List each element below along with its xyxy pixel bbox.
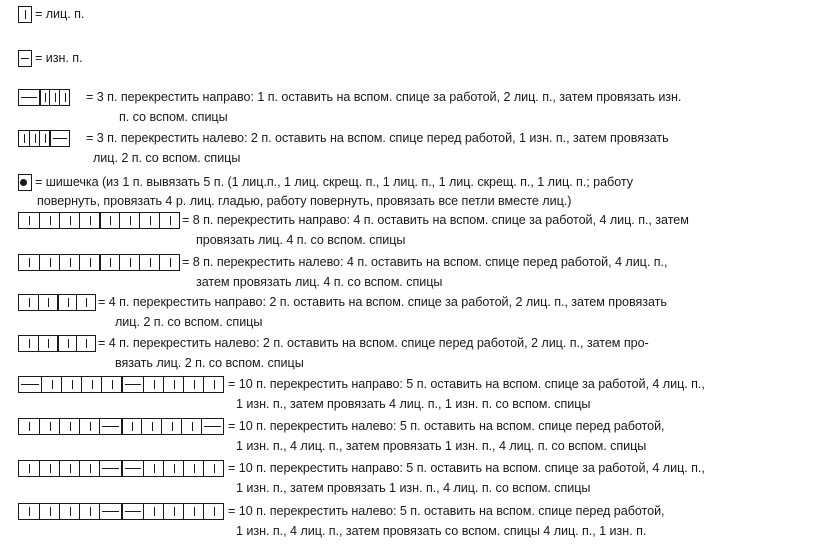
legend-text-cont: лиц. 2 п. со вспом. спицы (115, 315, 263, 329)
cross-10-right-a-symbol (18, 376, 224, 393)
cross-3-left-symbol (18, 130, 70, 147)
legend-text-cont: провязать лиц. 4 п. со вспом. спицы (196, 233, 406, 247)
legend-text-cont: 1 изн. п., 4 лиц. п., затем провязать 1 изн. п., 4 лиц. п. со вспом. спицы (236, 439, 647, 453)
legend-text: = 8 п. перекрестить направо: 4 п. оставить на вспом. спице за работой, 4 лиц. п., затем (182, 213, 689, 227)
cross-10-left-b-symbol (18, 503, 224, 520)
legend-text: = 10 п. перекрестить налево: 5 п. оставить на вспом. спице перед работой, (228, 504, 665, 518)
cross-10-left-a-symbol (18, 418, 224, 435)
legend-text: = 10 п. перекрестить направо: 5 п. оставить на вспом. спице за работой, 4 лиц. п., (228, 461, 705, 475)
cross-4-right-symbol (18, 294, 96, 311)
legend-text: = 3 п. перекрестить налево: 2 п. оставить на вспом. спице перед работой, 1 изн. п., затем провязать (86, 131, 669, 145)
legend-text: = изн. п. (35, 51, 83, 65)
legend-text-cont: лиц. 2 п. со вспом. спицы (93, 151, 241, 165)
legend-text: = 4 п. перекрестить налево: 2 п. оставить на вспом. спице перед работой, 2 лиц. п., затем про- (98, 336, 649, 350)
legend-text-cont: 1 изн. п., затем провязать 4 лиц. п., 1 изн. п. со вспом. спицы (236, 397, 591, 411)
legend-text: = шишечка (из 1 п. вывязать 5 п. (1 лиц.п., 1 лиц. скрещ. п., 1 лиц. п., 1 лиц. скрещ. п., 1 лиц. п.; работу (35, 175, 633, 189)
purl-stitch-symbol (18, 50, 32, 67)
cross-8-left-symbol (18, 254, 180, 271)
legend-text-cont: 1 изн. п., 4 лиц. п., затем провязать со вспом. спицы 4 лиц. п., 1 изн. п. (236, 524, 647, 538)
legend-text-cont: 1 изн. п., затем провязать 1 изн. п., 4 лиц. п. со вспом. спицы (236, 481, 591, 495)
legend-text: = 10 п. перекрестить налево: 5 п. оставить на вспом. спице перед работой, (228, 419, 665, 433)
legend-text: = 10 п. перекрестить направо: 5 п. оставить на вспом. спице за работой, 4 лиц. п., (228, 377, 705, 391)
cross-4-left-symbol (18, 335, 96, 352)
cross-8-right-symbol (18, 212, 180, 229)
legend-text: = 8 п. перекрестить налево: 4 п. оставить на вспом. спице перед работой, 4 лиц. п., (182, 255, 668, 269)
cross-10-right-b-symbol (18, 460, 224, 477)
legend-text: = 3 п. перекрестить направо: 1 п. оставить на вспом. спице за работой, 2 лиц. п., затем провязать изн. (86, 90, 682, 104)
cross-3-right-symbol (18, 89, 70, 106)
legend-text-cont: повернуть, провязать 4 р. лиц. гладью, работу повернуть, провязать все петли вместе лиц.) (37, 194, 572, 208)
knit-stitch-symbol (18, 6, 32, 23)
legend-text: = 4 п. перекрестить направо: 2 п. оставить на вспом. спице за работой, 2 лиц. п., затем провязать (98, 295, 667, 309)
legend-text: = лиц. п. (35, 7, 85, 21)
bobble-symbol (18, 174, 32, 191)
legend-text-cont: вязать лиц. 2 п. со вспом. спицы (115, 356, 304, 370)
legend-text-cont: п. со вспом. спицы (119, 110, 228, 124)
legend-text-cont: затем провязать лиц. 4 п. со вспом. спицы (196, 275, 443, 289)
